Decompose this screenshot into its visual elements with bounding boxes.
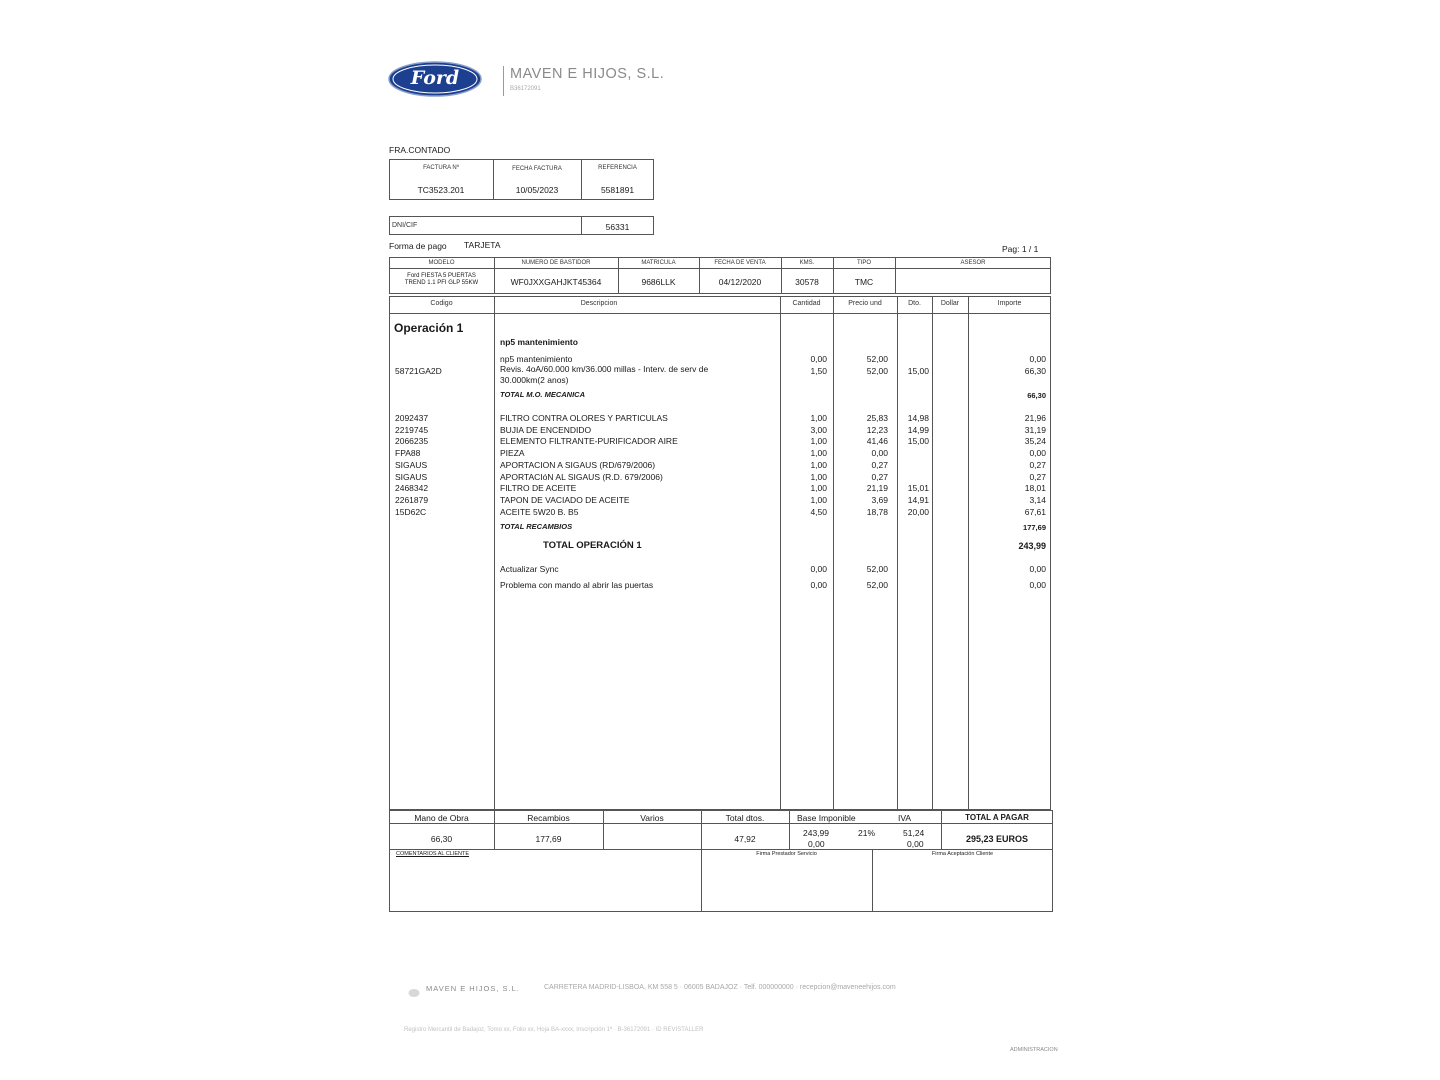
line-qty: 1,00	[810, 413, 827, 423]
forma-pago-label: Forma de pago	[389, 241, 447, 251]
line-qty: 1,00	[810, 494, 827, 505]
line-code: 2066235	[395, 436, 429, 447]
col-header-precio: Precio und	[848, 300, 882, 307]
header-divider	[503, 66, 504, 96]
line-qty: 1,00	[810, 483, 827, 494]
line-code: 2468342	[395, 483, 429, 494]
iva-label: IVA	[898, 813, 912, 823]
forma-pago-value: TARJETA	[464, 240, 501, 250]
mano-obra-value: 66,30	[430, 834, 453, 844]
vehicle-kms: 30578	[795, 277, 819, 287]
line-dto: 15,00	[907, 436, 929, 447]
line-code: SIGAUS	[395, 459, 428, 470]
line-dto: 14,99	[907, 424, 929, 435]
iva-value-1: 51,24	[903, 828, 925, 838]
line-desc: APORTACION A SIGAUS (RD/679/2006)	[500, 459, 656, 470]
line-desc: ELEMENTO FILTRANTE-PURIFICADOR AIRE	[500, 436, 678, 447]
vehicle-tipo: TMC	[854, 277, 874, 287]
line-dto: 14,98	[907, 413, 929, 423]
iva-value-2: 0,00	[907, 839, 924, 849]
col-header-importe: Importe	[997, 300, 1022, 307]
line-price: 18,78	[866, 506, 888, 517]
line-importe: 67,61	[1024, 506, 1046, 517]
operation-title: Operación 1	[394, 321, 464, 335]
line-importe: 0,00	[1029, 448, 1046, 459]
line-price: 41,46	[866, 436, 888, 447]
footer-admin: ADMINISTRACION	[1010, 1047, 1058, 1053]
line-price: 52,00	[866, 564, 888, 574]
line-price: 52,00	[866, 580, 888, 590]
vehicle-header-fecha: FECHA DE VENTA	[714, 260, 766, 266]
col-header-cantidad: Cantidad	[792, 300, 821, 307]
line-code: 2092437	[395, 413, 429, 423]
line-desc: BUJIA DE ENCENDIDO	[500, 424, 592, 435]
line-price: 12,23	[866, 424, 888, 435]
divider	[389, 268, 1051, 269]
line-desc: Problema con mando al abrir las puertas	[500, 580, 654, 590]
divider	[701, 810, 702, 912]
line-importe: 66,30	[1024, 366, 1046, 376]
line-price: 0,27	[871, 471, 888, 482]
operation-subtitle: np5 mantenimiento	[500, 337, 578, 347]
vehicle-header-modelo: MODELO	[428, 260, 455, 266]
line-qty: 3,00	[810, 424, 827, 435]
base-value-2: 0,00	[808, 839, 825, 849]
total-parts-label: TOTAL RECAMBIOS	[500, 522, 573, 531]
vehicle-modelo-line1: Ford FIESTA 5 PUERTAS	[407, 273, 476, 279]
mano-obra-label: Mano de Obra	[414, 813, 469, 823]
vehicle-header-kms: KMS.	[799, 260, 815, 266]
referencia-label: REFERENCIA	[598, 165, 637, 171]
line-desc: Actualizar Sync	[500, 564, 559, 574]
line-importe: 18,01	[1024, 483, 1046, 494]
divider	[789, 810, 790, 849]
vehicle-header-asesor: ASESOR	[960, 260, 986, 266]
line-desc: Revis. 4oA/60.000 km/36.000 millas - Interv. de serv de	[500, 364, 709, 374]
line-dto: 15,00	[907, 366, 929, 376]
varios-label: Varios	[640, 813, 664, 823]
divider	[389, 313, 1051, 314]
line-code: 58721GA2D	[395, 366, 442, 376]
col-header-descripcion: Descripcion	[580, 300, 618, 307]
line-price: 52,00	[866, 366, 888, 376]
line-price: 0,00	[871, 448, 888, 459]
vehicle-bastidor: WF0JXXGAHJKT45364	[510, 277, 602, 287]
footer-logo-icon	[408, 985, 420, 995]
total-mo-value: 66,30	[1027, 391, 1046, 400]
line-code: 15D62C	[395, 506, 427, 517]
firma-aceptacion-label: Firma Aceptación Cliente	[931, 851, 994, 857]
vehicle-header-matricula: MATRICULA	[641, 260, 676, 266]
line-importe: 31,19	[1024, 424, 1046, 435]
line-code: 2219745	[395, 424, 429, 435]
line-qty: 1,00	[810, 471, 827, 482]
line-code: SIGAUS	[395, 471, 428, 482]
col-header-dto: Dto.	[908, 300, 921, 307]
line-qty: 0,00	[810, 564, 827, 574]
line-importe: 3,14	[1029, 494, 1046, 505]
ford-logo-text: Ford	[410, 67, 460, 89]
line-desc: PIEZA	[500, 448, 525, 459]
line-importe: 0,00	[1029, 580, 1046, 590]
line-desc: TAPON DE VACIADO DE ACEITE	[500, 494, 630, 505]
line-desc: FILTRO DE ACEITE	[500, 483, 577, 494]
divider	[389, 823, 1053, 824]
col-header-dollar: Dollar	[940, 300, 960, 307]
footer-address: CARRETERA MADRID-LISBOA, KM 558 5 · 06005 BADAJOZ · Telf. 000000000 · recepcion@maveneehijos.com	[544, 984, 896, 991]
company-sub: B36172091	[510, 86, 541, 92]
total-dtos-label: Total dtos.	[725, 813, 765, 823]
line-importe: 0,27	[1029, 471, 1046, 482]
line-dto: 20,00	[907, 506, 929, 517]
divider	[389, 849, 1053, 850]
ford-logo	[388, 61, 482, 97]
factura-label: FACTURA Nº	[423, 165, 459, 171]
footer-registry: Registro Mercantil de Badajoz, Tomo xx, Folio xx, Hoja BA-xxxx, Inscripción 1ª · B-36172091 · ID REVISTALLER	[404, 1027, 704, 1033]
dni-value: 56331	[605, 222, 630, 232]
line-price: 25,83	[866, 413, 888, 423]
line-desc: ACEITE 5W20 B. B5	[500, 506, 579, 517]
line-qty: 1,00	[810, 459, 827, 470]
line-qty: 0,00	[810, 354, 827, 364]
vehicle-header-tipo: TIPO	[856, 260, 871, 266]
lines-table	[389, 296, 1051, 810]
line-dto: 15,01	[907, 483, 929, 494]
line-qty: 1,00	[810, 448, 827, 459]
line-price: 21,19	[866, 483, 888, 494]
total-pagar-label: TOTAL A PAGAR	[965, 813, 1029, 822]
line-price: 3,69	[871, 494, 888, 505]
line-qty: 4,50	[810, 506, 827, 517]
line-importe: 0,00	[1029, 564, 1046, 574]
line-qty: 1,00	[810, 436, 827, 447]
line-desc: np5 mantenimiento	[500, 354, 573, 364]
line-code: 2261879	[395, 494, 429, 505]
total-parts-value: 177,69	[1023, 523, 1046, 532]
vehicle-fecha-venta: 04/12/2020	[718, 277, 762, 287]
iva-rate: 21%	[858, 828, 876, 838]
divider	[494, 296, 495, 810]
recambios-label: Recambios	[527, 813, 570, 823]
firma-prestador-label: Firma Prestador Servicio	[756, 851, 817, 857]
doc-type: FRA.CONTADO	[389, 145, 451, 155]
line-importe: 0,27	[1029, 459, 1046, 470]
footer-company: MAVEN E HIJOS, S.L.	[426, 984, 520, 993]
base-value-1: 243,99	[803, 828, 829, 838]
base-label: Base Imponible	[797, 813, 856, 823]
line-code: FPA88	[395, 448, 421, 459]
comentarios-label: COMENTARIOS AL CLIENTE	[396, 851, 470, 857]
recambios-value: 177,69	[535, 834, 562, 844]
company-name: MAVEN E HIJOS, S.L.	[510, 66, 665, 82]
total-pagar-value: 295,23 EUROS	[965, 834, 1029, 844]
line-desc: APORTACIóN AL SIGAUS (R.D. 679/2006)	[500, 471, 663, 482]
dni-label: DNI/CIF	[392, 222, 418, 229]
factura-value: TC3523.201	[417, 185, 465, 195]
vehicle-header-bastidor: NUMERO DE BASTIDOR	[521, 260, 591, 266]
page-number: Pag: 1 / 1	[1002, 244, 1039, 254]
totals-box	[389, 810, 1053, 912]
vehicle-modelo-line2: TREND 1.1 PFI GLP 55KW	[404, 280, 479, 286]
total-dtos-value: 47,92	[734, 834, 756, 844]
fecha-label: FECHA FACTURA	[512, 166, 562, 172]
vehicle-matricula: 9686LLK	[641, 277, 676, 287]
line-price: 52,00	[866, 354, 888, 364]
col-header-codigo: Codigo	[430, 300, 453, 307]
line-qty: 0,00	[810, 580, 827, 590]
line-price: 0,27	[871, 459, 888, 470]
total-mo-label: TOTAL M.O. MECANICA	[500, 390, 585, 399]
line-importe: 21,96	[1024, 413, 1046, 423]
fecha-value: 10/05/2023	[515, 185, 559, 195]
divider	[872, 849, 873, 912]
line-dto: 14,91	[907, 494, 929, 505]
labour-continuation: 30.000km(2 anos)	[500, 375, 569, 385]
line-importe: 35,24	[1024, 436, 1046, 447]
divider	[932, 296, 933, 810]
referencia-value: 5581891	[600, 185, 635, 195]
line-desc: FILTRO CONTRA OLORES Y PARTICULAS	[500, 413, 668, 423]
total-op-label: TOTAL OPERACIÓN 1	[543, 540, 642, 551]
line-importe: 0,00	[1029, 354, 1046, 364]
total-op-value: 243,99	[1018, 541, 1046, 551]
line-qty: 1,50	[810, 366, 827, 376]
